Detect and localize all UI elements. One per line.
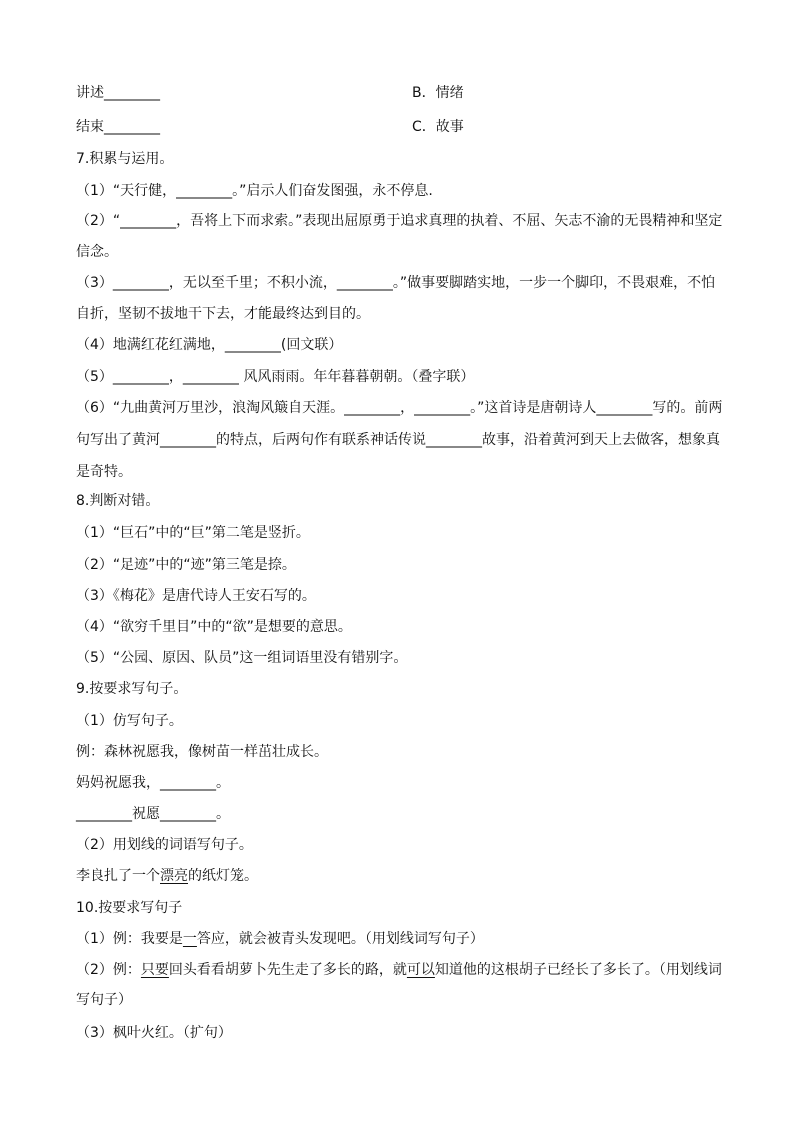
q9-sentence-pre: 李良扎了一个 [76,868,160,884]
q6-left-label-1: 讲述 [76,85,104,101]
q9-blank-2[interactable]: ________ [160,806,216,822]
q7-item-5: （5）________，________ 风风雨雨。年年暮暮朝朝。（叠字联） [76,369,475,385]
q8-item-1: （1）“巨石”中的“巨”第二笔是竖折。 [76,525,310,541]
q7-item-2: （2）“________，吾将上下而求索。”表现出屈原勇于追求真理的执着、不屈、矢志不渝的无畏精神和坚定信念。 [76,213,723,260]
q6-right-option-b: B．情绪 [412,85,464,101]
q6-left-label-2: 结束 [76,119,104,135]
q7-item-1: （1）“天行健，________。”启示人们奋发图强，永不停息. [76,183,433,199]
q9-sentence [76,867,258,885]
q8-item-2: （2）“足迹”中的“迹”第三笔是捺。 [76,557,296,573]
q9-line-b-end: 。 [216,806,230,822]
q10-item-2-underlined-1: 只要 [140,962,169,978]
q9-sub-1: （1）仿写句子。 [76,713,183,729]
q7-item-4: （4）地满红花红满地，________(回文联） [76,337,343,353]
q8-item-3: （3）《梅花》是唐代诗人王安石写的。 [76,588,316,604]
q10-item-1-pre: （1）例：我要是 [76,931,183,947]
q9-blank-1[interactable]: ________ [76,806,132,822]
q10-item-1-post: 答应，就会被青头发现吧。（用划线词写句子） [196,931,484,947]
q9-sub-2: （2）用划线的词语写句子。 [76,837,253,853]
q6-left-blank-2[interactable]: ________ [104,119,160,135]
q6-left-row-2 [76,118,160,136]
q6-right-option-c: C．故事 [412,119,464,135]
q10-item-1-underlined: 一 [182,931,197,947]
q9-line-b-mid: 祝愿 [132,806,160,822]
q10-item-2-underlined-2: 可以 [406,962,435,978]
q9-example: 例：森林祝愿我，像树苗一样茁壮成长。 [76,744,328,760]
q9-sentence-post: 的纸灯笼。 [188,868,258,884]
q7-title: 7.积累与运用。 [76,151,174,167]
q9-title: 9.按要求写句子。 [76,681,188,697]
q6-left-blank-1[interactable]: ________ [104,85,160,101]
q10-item-3: （3）枫叶火红。（扩句） [76,1025,232,1041]
q10-item-2 [76,955,726,1015]
q10-item-1 [76,930,484,948]
q7-item-6: （6）“九曲黄河万里沙，浪淘风簸自天涯。________，________。”这首诗是唐朝诗人________写的。前两句写出了黄河________的特点，后两句作有联系神话传说________故事，沿着黄河到天上去做客，想象真是奇特。 [76,400,723,480]
q10-item-2-pre: （2）例： [76,962,141,978]
q8-item-4: （4）“欲穷千里目”中的“欲”是想要的意思。 [76,619,352,635]
q10-item-2-mid: 回头看看胡萝卜先生走了多长的路，就 [168,962,407,978]
q9-line-b [76,805,230,823]
q10-title: 10.按要求写句子 [76,900,183,916]
q9-underlined-word: 漂亮 [160,868,188,884]
q10-item-2-post: 知道他的这根胡子已经长了多长了。（用划线词写句子） [76,962,722,1008]
q6-left-row-1 [76,84,160,102]
q7-item-3: （3）________，无以至千里；不积小流，________。”做事要脚踏实地，一步一个脚印，不畏艰难，不怕自折，坚韧不拔地干下去，才能最终达到目的。 [76,275,716,322]
q9-line-a: 妈妈祝愿我，________。 [76,775,230,791]
q8-item-5: （5）“公园、原因、队员”这一组词语里没有错别字。 [76,650,408,666]
q8-title: 8.判断对错。 [76,493,160,509]
